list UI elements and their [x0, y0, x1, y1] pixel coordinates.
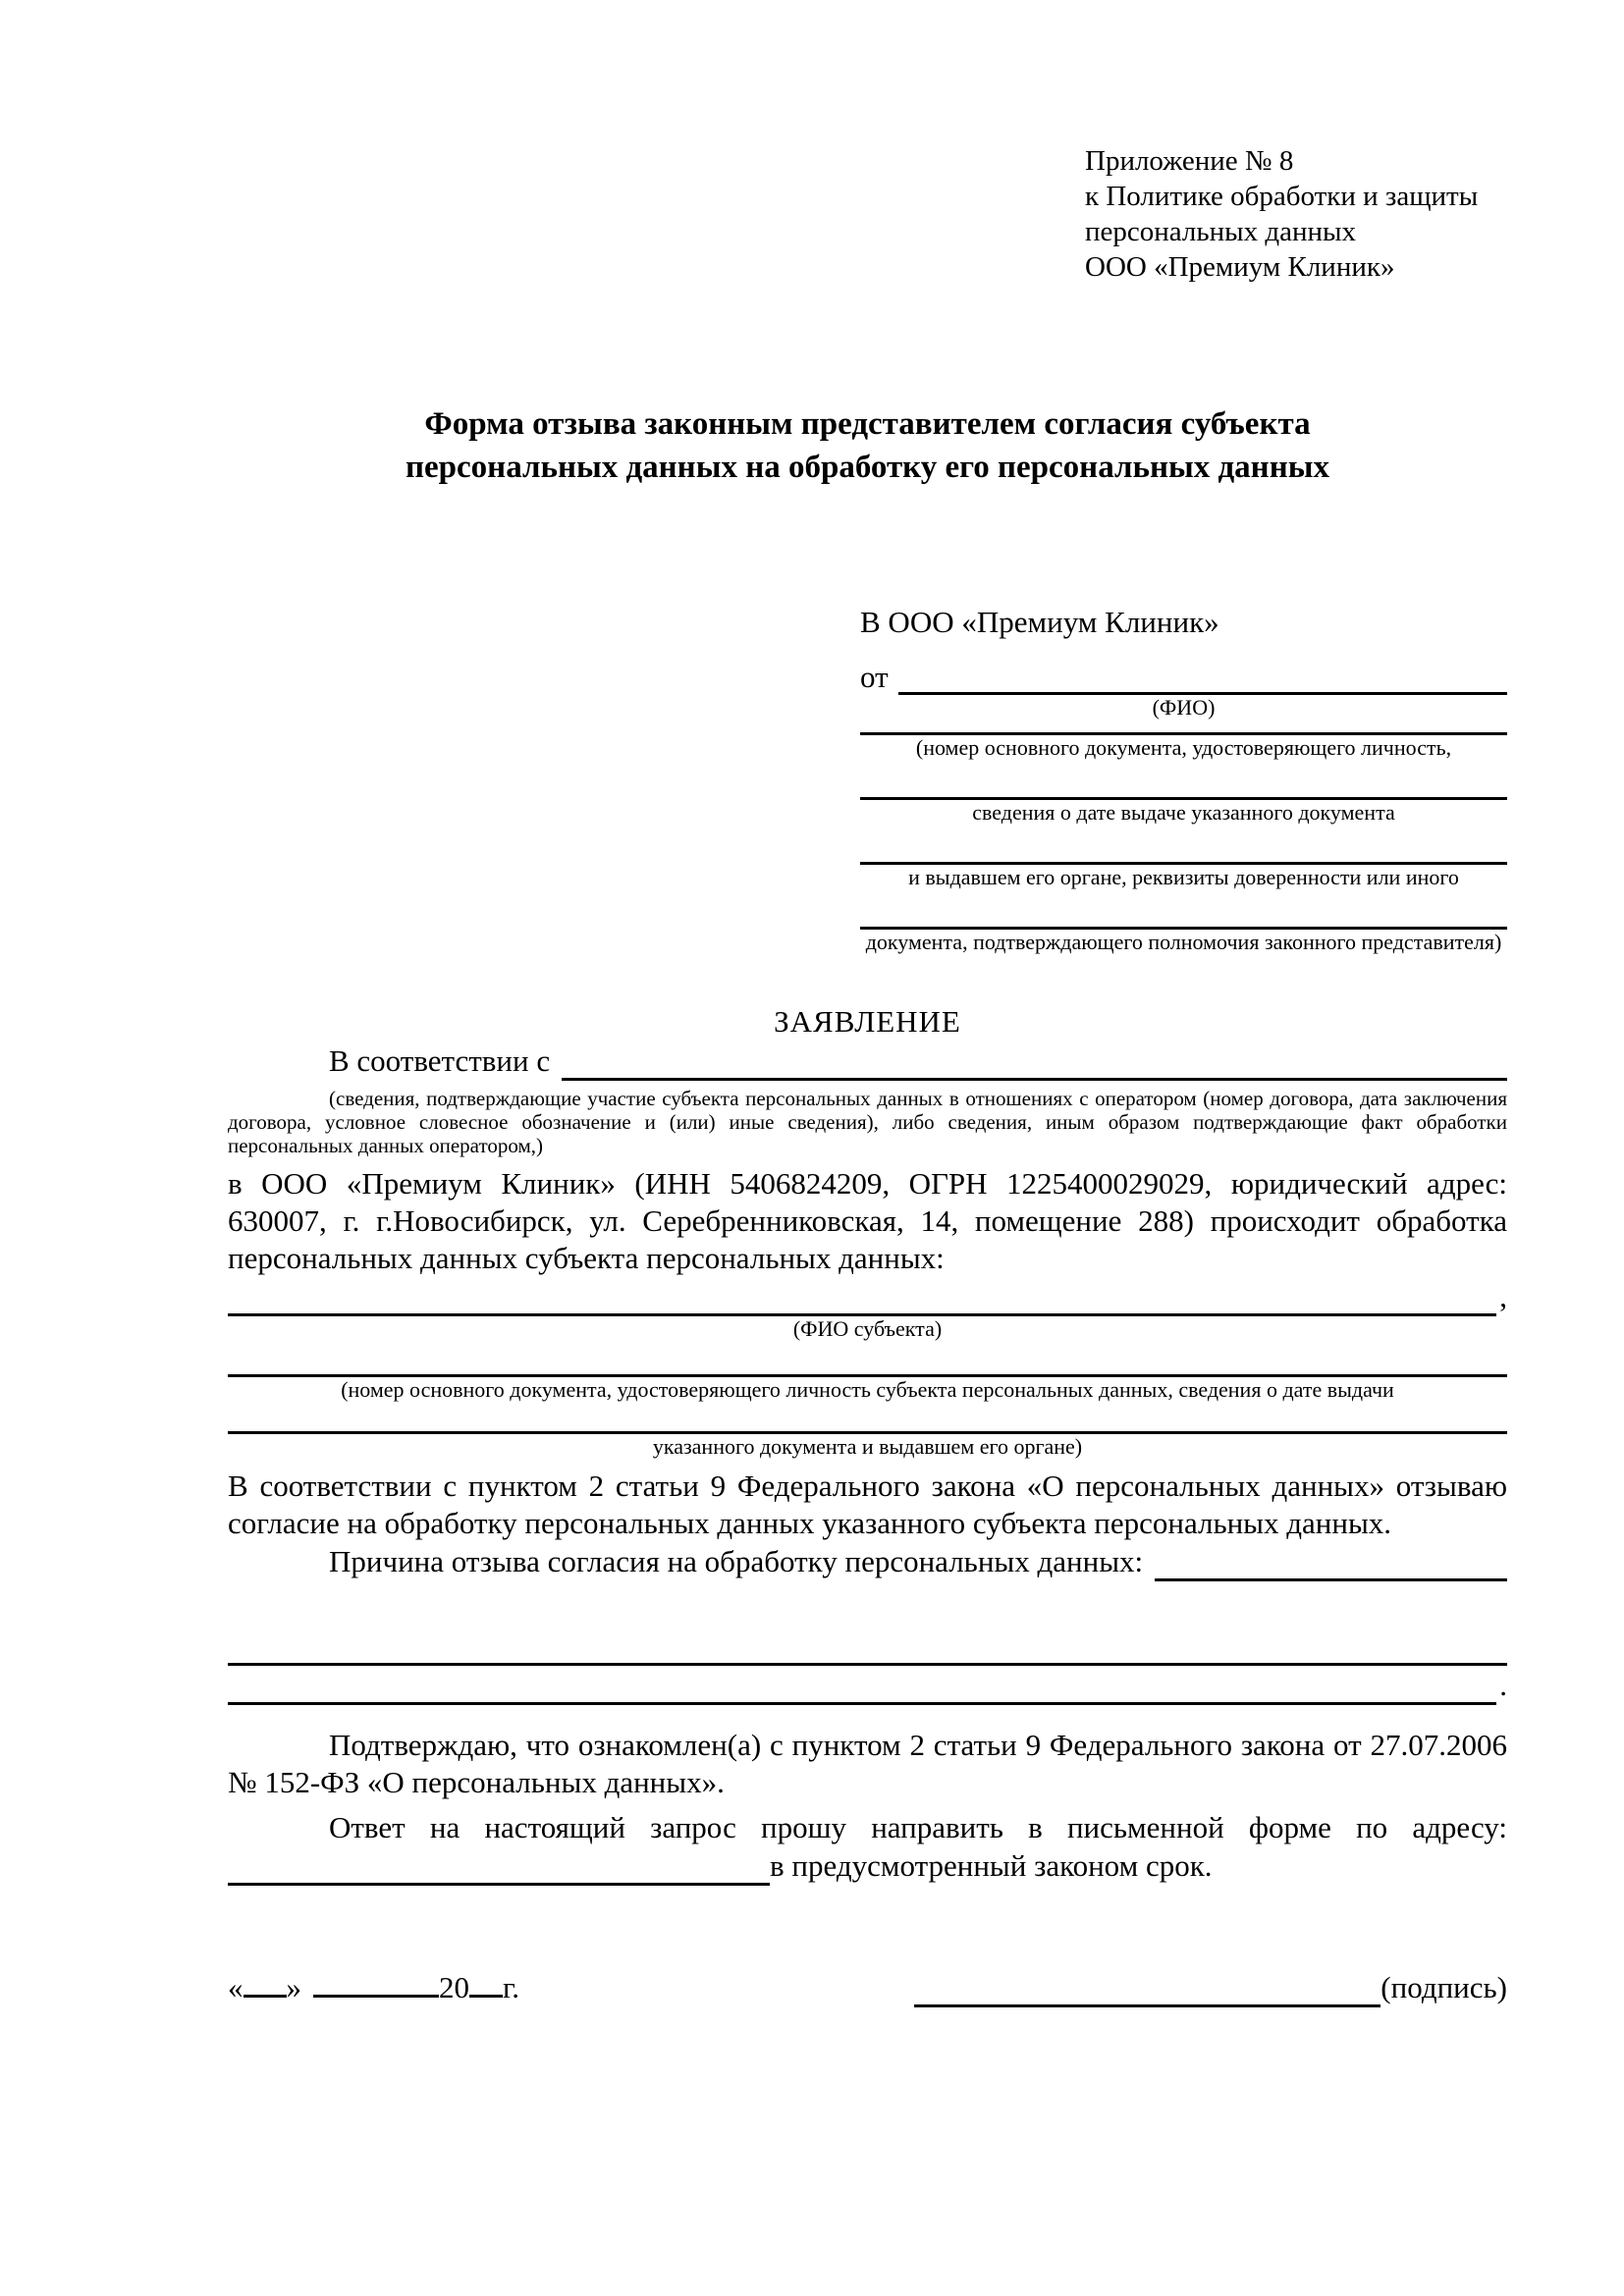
reason-row: [228, 1542, 1507, 1581]
subject-document-caption-1: (номер основного документа, удостоверяющего личность субъекта персональных данных, сведения о дате выдачи: [341, 1377, 1394, 1402]
day-blank-line: [244, 1968, 287, 1998]
response-suffix: в предусмотренный законом срок.: [770, 1848, 1213, 1883]
reason-end-row: [228, 1666, 1507, 1705]
footer-row: [228, 1968, 1507, 2007]
subject-fio-row: [228, 1277, 1507, 1316]
appendix-line: ООО «Премиум Клиник»: [1085, 251, 1395, 283]
intro-row: [228, 1041, 1507, 1081]
fio-caption: (ФИО): [1152, 695, 1216, 720]
reason-blank-line-2: [228, 1627, 1507, 1666]
blank-caption: сведения о дате выдаче указанного документа: [972, 800, 1395, 825]
appendix-line: персональных данных: [1085, 216, 1357, 247]
intro-prefix: В соответствии с: [329, 1043, 551, 1078]
blank-caption: и выдавшем его органе, реквизиты доверенности или иного: [908, 865, 1459, 889]
intro-note: (сведения, подтверждающие участие субъекта персональных данных в отношениях с оператором (номер договора, дата заключения договора, условное словесное обозначение и (или) иные сведения), либо сведения, иным образом подтверждающие факт обработки персональных данных оператором,): [228, 1087, 1507, 1157]
from-row: [860, 650, 1507, 695]
document-title: [228, 402, 1507, 489]
recipient-block: [860, 603, 1507, 955]
signature-field: [914, 1968, 1507, 2007]
appendix-line: Приложение № 8: [1085, 145, 1294, 177]
response-line: Ответ на настоящий запрос прошу направить в письменной форме по адресу:: [329, 1810, 1507, 1844]
subject-document-caption-2: указанного документа и выдавшем его органе): [652, 1434, 1083, 1459]
subject-fio-blank-line: [228, 1291, 1496, 1316]
from-blank-line: [898, 658, 1507, 695]
appendix-line: к Политике обработки и защиты: [1085, 181, 1479, 212]
quote-close: »: [286, 1970, 301, 2004]
from-label: от: [860, 660, 889, 694]
issue-date-blank-line: [860, 765, 1507, 800]
withdrawal-paragraph: В соответствии с пунктом 2 статьи 9 Федерального закона «О персональных данных» отзываю согласие на обработку персональных данных указанного субъекта персональных данных.: [228, 1468, 1507, 1540]
reason-label: Причина отзыва согласия на обработку персональных данных:: [329, 1544, 1144, 1578]
confirm-paragraph: Подтверждаю, что ознакомлен(а) с пунктом 2 статьи 9 Федерального закона от 27.07.2006 № 152-ФЗ «О персональных данных».: [228, 1728, 1507, 1799]
subject-document-blank-line: [228, 1342, 1507, 1377]
document-content: [228, 143, 1507, 2007]
subject-document-blank-line-2: [228, 1403, 1507, 1434]
response-address-row: [228, 1846, 1507, 1886]
title-line-2: персональных данных на обработку его персональных данных: [406, 450, 1329, 485]
year-suffix: г.: [503, 1970, 519, 2004]
issuing-authority-blank-line: [860, 829, 1507, 865]
statement-heading: ЗАЯВЛЕНИЕ: [774, 1004, 961, 1039]
reason-blank-line-3: [228, 1678, 1496, 1705]
authority-document-blank-line: [860, 894, 1507, 930]
document-number-blank-line: [860, 721, 1507, 735]
reason-blank-line: [1155, 1548, 1507, 1581]
month-blank-line: [313, 1968, 439, 1998]
quote-open: «: [228, 1970, 244, 2004]
date-field: [228, 1968, 519, 2007]
operator-paragraph: в ООО «Премиум Клиник» (ИНН 5406824209, ОГРН 1225400029029, юридический адрес: 630007, г. г.Новосибирск, ул. Серебренниковская, 14, помещение 288) происходит обработка персональных данных субъекта персональных данных:: [228, 1166, 1507, 1275]
blank-caption: документа, подтверждающего полномочия законного представителя): [865, 930, 1502, 954]
blank-caption: (номер основного документа, удостоверяющего личность,: [915, 735, 1452, 760]
trailing-period: .: [1499, 1668, 1507, 1702]
trailing-comma: ,: [1499, 1279, 1507, 1313]
basis-blank-line: [562, 1047, 1507, 1081]
recipient-organization: В ООО «Премиум Клиник»: [860, 605, 1219, 639]
signature-blank-line: [914, 1978, 1380, 2007]
title-line-1: Форма отзыва законным представителем согласия субъекта: [424, 406, 1311, 442]
subject-fio-caption: (ФИО субъекта): [792, 1316, 943, 1341]
appendix-block: [1085, 143, 1507, 285]
signature-caption: (подпись): [1380, 1970, 1507, 2004]
year-blank-line: [469, 1968, 503, 1998]
address-blank-line: [228, 1852, 770, 1886]
year-prefix: 20: [439, 1970, 469, 2004]
